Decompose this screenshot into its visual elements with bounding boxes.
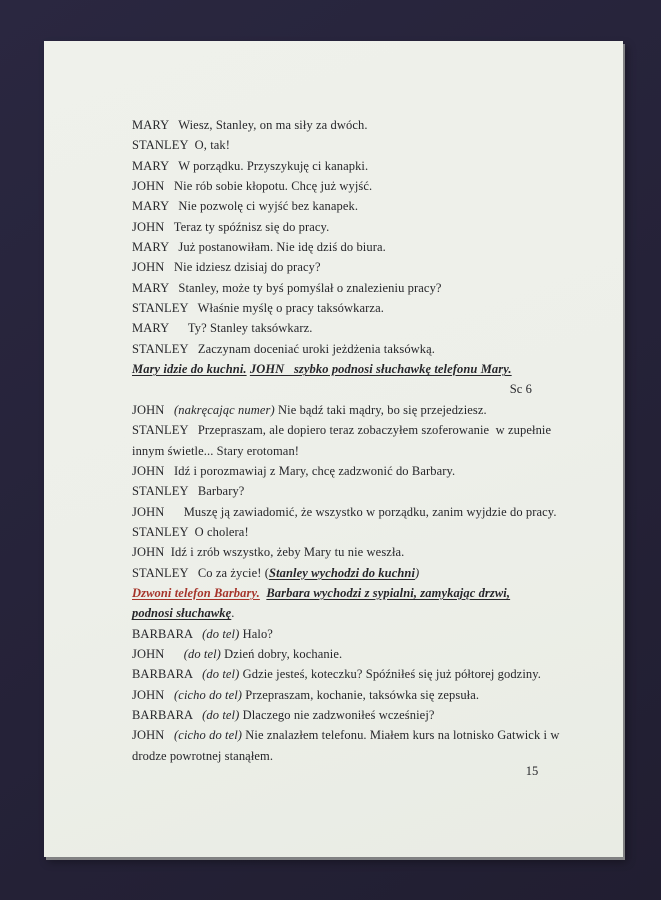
script-segment: JOHN Nie idziesz dzisiaj do pracy? xyxy=(132,260,321,275)
script-segment: MARY Ty? Stanley taksówkarz. xyxy=(132,321,313,336)
script-line xyxy=(132,342,532,362)
script-segment: Stanley wychodzi do kuchni xyxy=(269,565,416,580)
script-line xyxy=(132,586,532,606)
script-segment: (cicho do tel) xyxy=(174,687,243,702)
script-segment: Dzień dobry, kochanie. xyxy=(220,646,343,661)
script-line xyxy=(132,545,532,565)
script-line xyxy=(132,118,532,138)
script-segment: drodze powrotnej stanąłem. xyxy=(132,748,274,763)
script-segment: podnosi słuchawkę xyxy=(132,606,232,621)
script-segment: innym świetle... Stary erotoman! xyxy=(132,443,300,458)
script-line xyxy=(132,403,532,423)
script-segment: STANLEY Zaczynam doceniać uroki jeżdżenia taksówką. xyxy=(132,341,436,356)
script-line xyxy=(132,667,542,687)
script-line xyxy=(132,688,532,708)
script-line xyxy=(132,484,532,504)
script-segment: (do tel) xyxy=(183,646,221,661)
script-segment: (nakręcając numer) xyxy=(174,402,275,417)
script-line xyxy=(132,281,532,301)
script-line xyxy=(132,566,532,586)
script-line xyxy=(132,260,532,280)
script-segment: Sc 6 xyxy=(509,382,532,397)
script-line xyxy=(132,708,532,728)
script-segment: (do tel) xyxy=(202,626,240,641)
script-segment: Nie znalazłem telefonu. Miałem kurs na lotnisko Gatwick i w xyxy=(242,728,560,743)
script-segment: STANLEY Co za życie! ( xyxy=(132,565,270,580)
script-line xyxy=(132,728,560,748)
script-line xyxy=(132,159,532,179)
script-segment: Halo? xyxy=(239,626,273,641)
script-line xyxy=(132,627,532,647)
script-segment: MARY Stanley, może ty byś pomyślał o znalezieniu pracy? xyxy=(132,280,442,295)
script-line xyxy=(132,606,532,626)
script-segment: MARY Już postanowiłam. Nie idę dziś do biura. xyxy=(132,240,386,255)
script-line xyxy=(132,301,532,321)
script-line xyxy=(132,179,532,199)
script-segment: Gdzie jesteś, koteczku? Spóźniłeś się już półtorej godziny. xyxy=(239,667,542,682)
script-segment: Barbara wychodzi z sypialni, zamykając drzwi, xyxy=(266,585,511,600)
script-segment: BARBARA xyxy=(132,626,203,641)
script-line xyxy=(132,504,557,525)
script-segment: Mary idzie do kuchni. xyxy=(132,362,247,377)
script-line xyxy=(132,647,532,667)
script-line xyxy=(132,525,532,545)
script-segment: STANLEY O, tak! xyxy=(132,138,231,153)
stage-direction-red: Dzwoni telefon Barbary. xyxy=(132,585,260,600)
scene-marker xyxy=(132,382,532,402)
script-segment: JOHN Idź i porozmawiaj z Mary, chcę zadzwonić do Barbary. xyxy=(132,463,456,478)
script-segment: JOHN xyxy=(132,646,184,661)
script-segment: (do tel) xyxy=(202,707,240,722)
script-segment: STANLEY Właśnie myślę o pracy taksówkarza. xyxy=(132,301,384,316)
script-segment: BARBARA xyxy=(132,667,203,682)
script-segment: JOHN Nie rób sobie kłopotu. Chcę już wyjść. xyxy=(132,179,373,194)
script-line xyxy=(132,444,532,464)
script-segment: STANLEY O cholera! xyxy=(132,524,249,539)
script-segment: STANLEY Barbary? xyxy=(132,484,245,499)
script-segment: ) xyxy=(415,565,420,580)
script-segment: (do tel) xyxy=(202,667,240,682)
script-segment: STANLEY Przepraszam, ale dopiero teraz zobaczyłem szoferowanie w zupełnie xyxy=(132,423,552,438)
script-line xyxy=(132,362,532,382)
script-segment: Nie bądź taki mądry, bo się przejedziesz. xyxy=(274,402,487,417)
script-line xyxy=(132,423,552,443)
script-segment: Przepraszam, kochanie, taksówka się zepsuła. xyxy=(242,687,480,702)
script-segment: Dlaczego nie zadzwoniłeś wcześniej? xyxy=(239,707,435,722)
script-segment: JOHN Muszę ją zawiadomić, że wszystko w porządku, zanim wyjdzie do pracy. xyxy=(132,504,557,519)
page-number: 15 xyxy=(525,764,539,778)
script-segment: JOHN Teraz ty spóźnisz się do pracy. xyxy=(132,219,330,234)
script-segment: JOHN szybko podnosi słuchawkę telefonu Mary. xyxy=(249,362,512,377)
script-line xyxy=(132,138,532,158)
script-segment: BARBARA xyxy=(132,707,203,722)
script-line xyxy=(132,464,532,484)
script-segment: JOHN xyxy=(132,687,175,702)
script-line xyxy=(132,240,532,260)
script-segment: (cicho do tel) xyxy=(174,728,243,743)
script-line xyxy=(132,199,532,219)
script-segment: . xyxy=(231,606,235,621)
script-segment: JOHN Idź i zrób wszystko, żeby Mary tu nie weszła. xyxy=(132,545,405,560)
script-page xyxy=(44,41,623,857)
script-line xyxy=(132,321,532,341)
script-segment: JOHN xyxy=(132,728,175,743)
script-line xyxy=(132,749,532,769)
script-segment: MARY Nie pozwolę ci wyjść bez kanapek. xyxy=(132,199,359,214)
script-segment: JOHN xyxy=(132,402,175,417)
script-segment: MARY W porządku. Przyszykuję ci kanapki. xyxy=(132,158,369,173)
script-line xyxy=(132,220,532,240)
script-segment: MARY Wiesz, Stanley, on ma siły za dwóch. xyxy=(132,118,368,132)
script-text xyxy=(132,118,560,769)
